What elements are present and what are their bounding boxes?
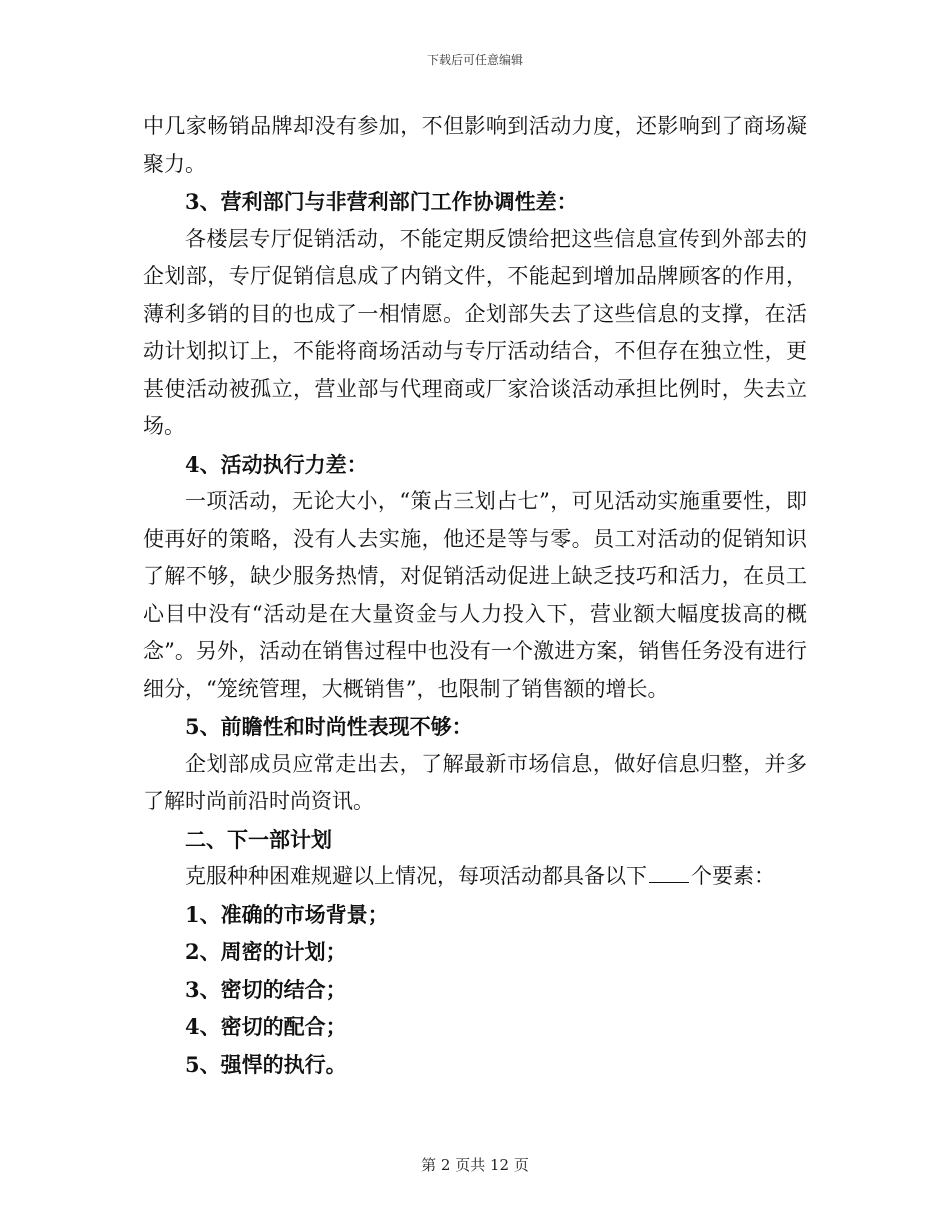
fill-in-blank [649,864,689,883]
heading-5: 5、前瞻性和时尚性表现不够： [185,714,473,739]
list-item: 1、准确的市场背景； [185,901,389,927]
section-heading-next-plan: 二、下一部计划 [185,826,332,852]
paragraph-elements [143,858,807,896]
paragraph-foresight: 企划部成员应常走出去，了解最新市场信息，做好信息归整，并多了解时尚前沿时尚资讯。 [143,751,807,813]
heading-4: 4、活动执行力差： [185,451,368,477]
paragraph-execution: 一项活动，无论大小，“策占三划占七”，可见活动实施重要性，即使再好的策略，没有人去实施，他还是等与零。员工对活动的促销知识了解不够，缺少服务热情，对促销活动促进上缺乏技巧和活力，在员工心目中没有“活动是在大量资金与人力投入下，营业额大幅度拔高的概念”。另外，活动在销售过程中也没有一个激进方案，销售任务没有进行细分，“笼统管理，大概销售”，也限制了销售额的增长。 [143,489,807,701]
list-item: 4、密切的配合； [185,1014,347,1039]
page-footer: 第 2 页共 12 页 [421,1156,529,1174]
list-item: 5、强悍的执行。 [185,1051,347,1077]
elements-text-before: 克服种种困难规避以上情况，每项活动都具备以下 [185,864,647,888]
heading-3: 3、营利部门与非营利部门工作协调性差： [185,189,578,214]
list-item: 3、密切的结合； [185,976,347,1002]
page-header: 下载后可任意编辑 [426,53,523,67]
document-body [143,108,807,1083]
paragraph-continuation: 中几家畅销品牌却没有参加，不但影响到活动力度，还影响到了商场凝聚力。 [143,114,807,176]
elements-text-after: 个要素： [691,864,775,888]
list-item: 2、周密的计划； [185,939,347,964]
paragraph-coordination: 各楼层专厅促销活动，不能定期反馈给把这些信息宣传到外部去的企划部，专厅促销信息成了内销文件，不能起到增加品牌顾客的作用，薄利多销的目的也成了一相情愿。企划部失去了这些信息的支撑，在活动计划拟订上，不能将商场活动与专厅活动结合，不但存在独立性，更甚使活动被孤立，营业部与代理商或厂家洽谈活动承担比例时，失去立场。 [143,226,807,438]
